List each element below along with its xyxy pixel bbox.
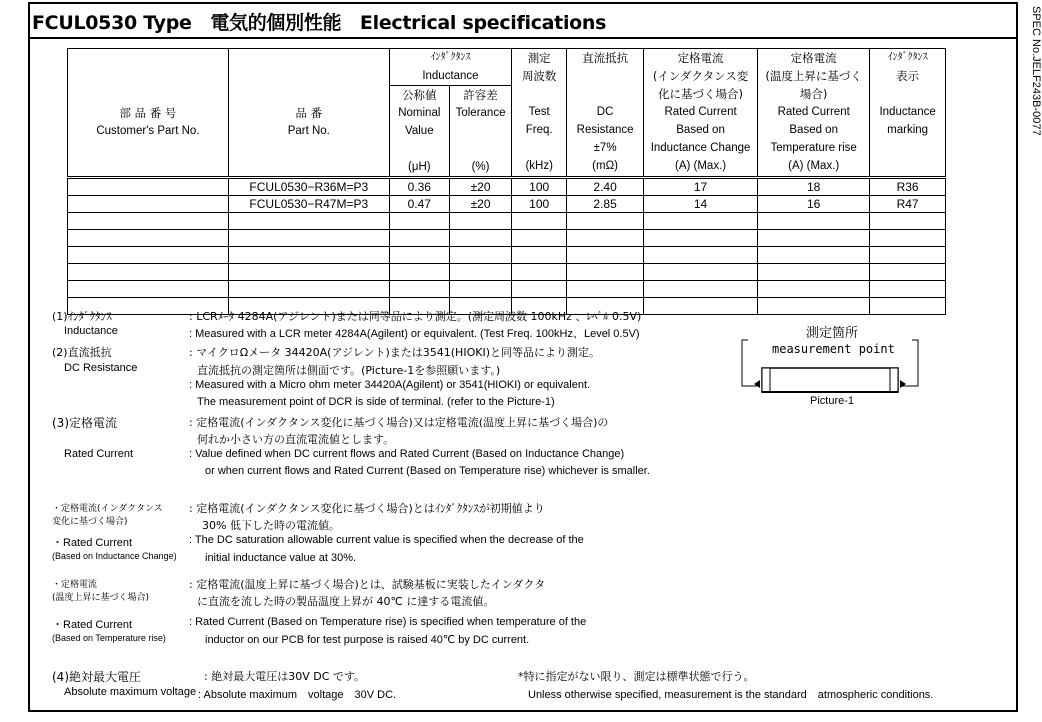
- table-row-empty: [68, 264, 946, 281]
- table-cell-empty: [68, 264, 229, 281]
- header-text: Resistance: [576, 124, 634, 136]
- table-cell-empty: [512, 247, 567, 264]
- header-text: Inductance: [422, 70, 479, 82]
- table-cell-empty: [758, 247, 870, 264]
- table-cell-nominal: 0.47: [389, 196, 449, 213]
- spec-table: [67, 48, 946, 315]
- table-cell-empty: [758, 230, 870, 247]
- header-text: Freq.: [525, 124, 553, 136]
- note2-text-jp-2: 直流抵抗の測定箇所は側面です。(Picture-1を参照願います。): [197, 364, 501, 377]
- spec-number: SPEC No.JELF243B-0077: [1030, 6, 1042, 136]
- table-cell-empty: [228, 247, 389, 264]
- note2-text-en-1: : Measured with a Micro ohm meter 34420A(Agilent) or 3541(HIOKI) or equivalent.: [189, 379, 591, 391]
- rated-t-text-jp-2: に直流を流した時の製品温度上昇が 40℃ に達する電流値。: [197, 595, 495, 608]
- note3-text-en-2: or when current flows and Rated Current (Based on Temperature rise) whichever is smaller.: [205, 465, 650, 477]
- header-text: Rated Current: [777, 106, 850, 118]
- note4-label-en: Absolute maximum voltage: [64, 686, 197, 698]
- table-cell-empty: [68, 247, 229, 264]
- note1-text-jp: : LCRﾒｰﾀ 4284A(アジレント)または同等品により測定。(測定周波数 100kHz 、ﾚﾍﾞﾙ 0.5V): [189, 310, 642, 323]
- table-cell-empty: [870, 247, 946, 264]
- header-text: 測定: [527, 51, 551, 65]
- table-cell-empty: [870, 281, 946, 298]
- note4-label-jp: (4)絶対最大電圧: [52, 670, 141, 684]
- table-cell-nominal: 0.36: [389, 178, 449, 196]
- header-text: ±7%: [593, 142, 617, 154]
- left-bracket: [742, 340, 760, 386]
- header-text: (インダクタンス変: [652, 69, 749, 83]
- table-cell-empty: [68, 230, 229, 247]
- table-cell-empty: [449, 281, 511, 298]
- header-text: ｲﾝﾀﾞｸﾀﾝｽ: [887, 52, 928, 63]
- table-cell-empty: [449, 213, 511, 230]
- table-cell-empty: [389, 264, 449, 281]
- table-cell-empty: [512, 213, 567, 230]
- picture-title-en: measurement point: [772, 342, 895, 356]
- note4-text-jp: : 絶対最大電圧は30V DC です。: [204, 670, 365, 683]
- header-rated-current-temperature: [758, 49, 870, 178]
- table-cell-rt: 16: [758, 196, 870, 213]
- table-cell-empty: [567, 281, 644, 298]
- table-cell-empty: [870, 264, 946, 281]
- spec-table-body: [68, 178, 946, 315]
- table-cell-empty: [228, 281, 389, 298]
- page-title: FCUL0530 Type 電気的個別性能 Electrical specifications: [32, 12, 607, 34]
- note1-label-jp: (1)ｲﾝﾀﾞｸﾀﾝｽ: [52, 310, 112, 323]
- table-cell-empty: [567, 213, 644, 230]
- table-row: [68, 178, 946, 196]
- note4-text-en: : Absolute maximum voltage 30V DC.: [198, 689, 397, 701]
- rated-t-text-en-2: inductor on our PCB for test purpose is raised 40℃ by DC current.: [205, 634, 530, 646]
- rated-l-text-en-1: : The DC saturation allowable current value is specified when the decrease of the: [189, 534, 584, 546]
- table-cell-empty: [449, 247, 511, 264]
- table-cell-dcr: 2.85: [567, 196, 644, 213]
- table-cell-empty: [758, 298, 870, 315]
- table-cell-customer: [68, 178, 229, 196]
- table-cell-empty: [567, 230, 644, 247]
- rated-l-label-jp-1: ・定格電流(インダクタンス: [52, 504, 163, 514]
- table-cell-rl: 14: [643, 196, 757, 213]
- note2-text-en-2: The measurement point of DCR is side of terminal. (refer to the Picture-1): [197, 396, 555, 408]
- header-text: 公称値: [402, 88, 437, 102]
- table-cell-empty: [228, 213, 389, 230]
- header-text: Tolerance: [455, 107, 506, 119]
- table-cell-rl: 17: [643, 178, 757, 196]
- note3-text-jp-1: : 定格電流(インダクタンス変化に基づく場合)又は定格電流(温度上昇に基づく場合)の: [189, 416, 609, 429]
- header-text: 直流抵抗: [582, 51, 629, 65]
- table-cell-part: FCUL0530−R47M=P3: [228, 196, 389, 213]
- table-cell-empty: [758, 264, 870, 281]
- table-cell-empty: [389, 247, 449, 264]
- header-text: 定格電流: [677, 51, 724, 65]
- table-cell-empty: [389, 213, 449, 230]
- right-terminal: [890, 368, 898, 392]
- table-cell-customer: [68, 196, 229, 213]
- header-test-freq: [512, 49, 567, 178]
- table-cell-empty: [643, 264, 757, 281]
- left-arrow-head: [754, 380, 760, 388]
- header-text: 周波数: [521, 69, 557, 83]
- header-text: marking: [887, 124, 929, 136]
- header-text: Based on: [789, 124, 838, 136]
- table-cell-empty: [643, 298, 757, 315]
- rated-t-label-en-1: ・Rated Current: [52, 619, 133, 631]
- header-text: (温度上昇に基づく: [765, 69, 862, 83]
- table-cell-empty: [870, 213, 946, 230]
- measurement-point-picture: [740, 322, 920, 408]
- header-text: Test: [528, 106, 550, 118]
- header-text: (kHz): [525, 160, 553, 172]
- header-text: (A) (Max.): [675, 160, 727, 172]
- table-cell-empty: [512, 281, 567, 298]
- note3-label-en: Rated Current: [64, 448, 134, 460]
- rated-l-text-jp-2: 30% 低下した時の電流値。: [202, 519, 340, 532]
- table-row-empty: [68, 213, 946, 230]
- table-row: [68, 196, 946, 213]
- note2-text-jp-1: : マイクロΩメータ 34420A(アジレント)または3541(HIOKI)と同等品により測定。: [189, 346, 600, 359]
- rated-t-label-jp-2: (温度上昇に基づく場合): [52, 593, 150, 603]
- header-text: Part No.: [287, 124, 330, 137]
- header-text: 定格電流: [790, 51, 837, 65]
- rated-l-label-en-2: (Based on Inductance Change): [52, 551, 177, 561]
- header-text: Inductance: [879, 106, 936, 118]
- header-text: (μH): [408, 161, 431, 173]
- table-cell-empty: [870, 298, 946, 315]
- header-text: DC: [596, 106, 614, 118]
- table-cell-empty: [449, 230, 511, 247]
- header-dc-resistance: [567, 49, 644, 178]
- header-text: 場合): [799, 87, 828, 101]
- table-cell-part: FCUL0530−R36M=P3: [228, 178, 389, 196]
- left-terminal: [762, 368, 770, 392]
- note3-text-en-1: : Value defined when DC current flows and Rated Current (Based on Inductance Change): [189, 448, 625, 460]
- header-customer-part: [68, 49, 229, 178]
- note1-label-en: Inductance: [64, 325, 118, 337]
- header-text: Rated Current: [664, 106, 737, 118]
- table-row-empty: [68, 281, 946, 298]
- table-cell-mark: R36: [870, 178, 946, 196]
- header-inductance-marking: [870, 49, 946, 178]
- rated-l-label-en-1: ・Rated Current: [52, 537, 133, 549]
- component-body: [762, 368, 898, 392]
- header-text: Customer's Part No.: [96, 124, 200, 137]
- table-cell-tol: ±20: [449, 196, 511, 213]
- header-text: Value: [405, 125, 434, 137]
- table-cell-empty: [512, 230, 567, 247]
- header-text: Based on: [676, 124, 725, 136]
- table-cell-empty: [389, 230, 449, 247]
- header-part-no: [228, 49, 389, 178]
- header-text: (mΩ): [592, 160, 618, 172]
- header-text: Temperature rise: [770, 142, 857, 154]
- header-text: 許容差: [463, 88, 498, 102]
- table-cell-empty: [643, 230, 757, 247]
- table-cell-empty: [228, 264, 389, 281]
- table-cell-tol: ±20: [449, 178, 511, 196]
- table-cell-empty: [68, 213, 229, 230]
- header-text: 品 番: [295, 105, 323, 120]
- table-cell-empty: [567, 264, 644, 281]
- header-text: Nominal: [398, 107, 441, 119]
- header-text: 表示: [896, 69, 920, 83]
- rated-t-text-jp-1: : 定格電流(温度上昇に基づく場合)とは、試験基板に実装したインダクタ: [189, 578, 546, 591]
- rated-l-label-jp-2: 変化に基づく場合): [52, 517, 128, 527]
- table-row-empty: [68, 230, 946, 247]
- table-cell-empty: [567, 247, 644, 264]
- note3-text-jp-2: 何れか小さい方の直流電流値とします。: [197, 433, 395, 446]
- rated-t-text-en-1: : Rated Current (Based on Temperature rise) is specified when temperature of the: [189, 616, 587, 628]
- header-text: (A) (Max.): [788, 160, 840, 172]
- table-cell-empty: [643, 281, 757, 298]
- table-cell-empty: [643, 213, 757, 230]
- header-rated-current-inductance: [643, 49, 757, 178]
- rated-l-text-jp-1: : 定格電流(インダクタンス変化に基づく場合)とはｲﾝﾀﾞｸﾀﾝｽが初期値より: [189, 502, 545, 515]
- table-cell-empty: [758, 281, 870, 298]
- standard-conditions-en: Unless otherwise specified, measurement is the standard atmospheric conditions.: [528, 689, 934, 701]
- rated-t-label-en-2: (Based on Temperature rise): [52, 633, 166, 643]
- header-text: 部 品 番 号: [119, 105, 177, 120]
- header-nominal: [389, 86, 449, 178]
- table-cell-freq: 100: [512, 178, 567, 196]
- table-cell-freq: 100: [512, 196, 567, 213]
- note1-text-en: : Measured with a LCR meter 4284A(Agilent) or equivalent. (Test Freq. 100kHz、Level 0.5V): [189, 328, 640, 340]
- picture-caption: Picture-1: [810, 395, 855, 407]
- right-bracket: [900, 340, 918, 386]
- table-cell-empty: [389, 281, 449, 298]
- header-text: (%): [471, 161, 490, 173]
- table-cell-empty: [228, 230, 389, 247]
- header-text: ｲﾝﾀﾞｸﾀﾝｽ: [430, 52, 471, 63]
- table-cell-mark: R47: [870, 196, 946, 213]
- rated-l-text-en-2: initial inductance value at 30%.: [205, 552, 357, 564]
- picture-title-jp: 測定箇所: [806, 326, 859, 341]
- note2-label-en: DC Resistance: [64, 362, 138, 374]
- header-text: 化に基づく場合): [658, 87, 744, 101]
- note2-label-jp: (2)直流抵抗: [52, 346, 112, 359]
- header-text: Inductance Change: [650, 142, 751, 154]
- table-cell-empty: [68, 281, 229, 298]
- note3-label-jp: (3)定格電流: [52, 416, 117, 430]
- table-cell-rt: 18: [758, 178, 870, 196]
- table-cell-empty: [449, 264, 511, 281]
- standard-conditions-jp: *特に指定がない限り、測定は標準状態で行う。: [518, 670, 755, 683]
- table-cell-empty: [643, 247, 757, 264]
- table-cell-empty: [512, 264, 567, 281]
- rated-t-label-jp-1: ・定格電流: [52, 580, 98, 590]
- header-inductance: [389, 49, 511, 86]
- table-cell-empty: [758, 213, 870, 230]
- header-tolerance: [449, 86, 511, 178]
- title-divider: [28, 37, 1018, 39]
- right-arrow-head: [900, 380, 906, 388]
- table-cell-empty: [870, 230, 946, 247]
- table-row-empty: [68, 247, 946, 264]
- table-cell-dcr: 2.40: [567, 178, 644, 196]
